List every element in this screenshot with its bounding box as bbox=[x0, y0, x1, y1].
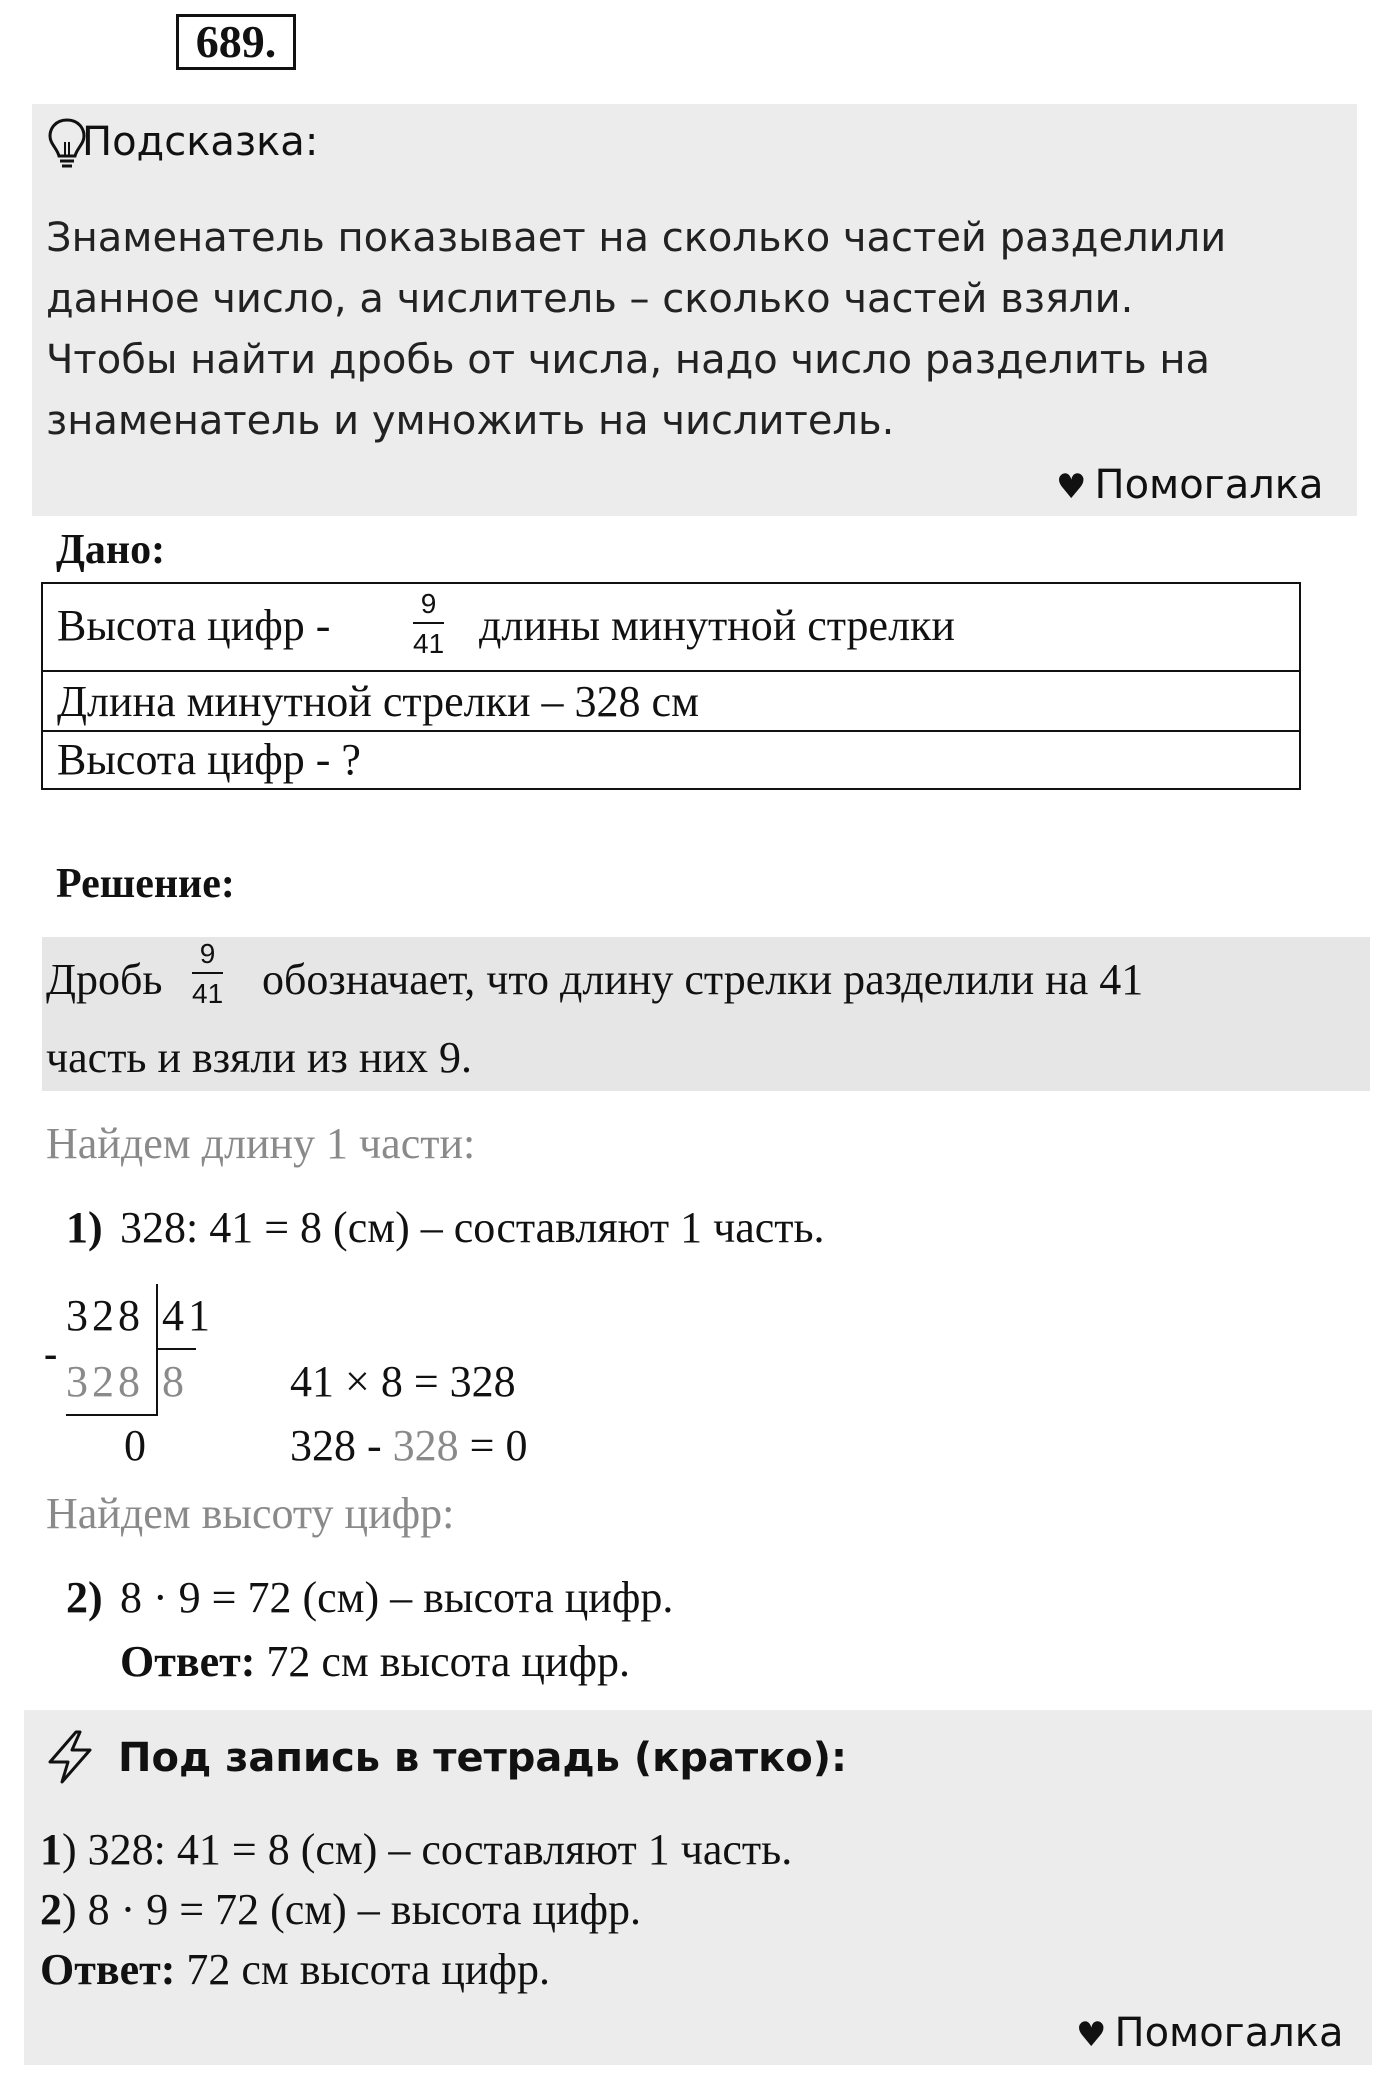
notebook-title: Под запись в тетрадь (кратко): bbox=[118, 1735, 848, 1781]
step-label: 1 bbox=[40, 1825, 62, 1874]
hint-line: знаменатель и умножить на числитель. bbox=[46, 398, 895, 444]
notebook-answer bbox=[40, 1942, 550, 1998]
given-row bbox=[43, 584, 1299, 672]
brand-label: Помогалка bbox=[1094, 462, 1324, 508]
given-row bbox=[43, 732, 1299, 788]
answer-label: Ответ: bbox=[40, 1945, 176, 1994]
hint-text bbox=[46, 208, 1336, 452]
step1-number bbox=[66, 1200, 103, 1256]
division-divisor-line bbox=[158, 1348, 196, 1350]
given-row3: Высота цифр - ? bbox=[57, 735, 361, 784]
fraction-numerator: 9 bbox=[420, 588, 437, 619]
hint-brand bbox=[1056, 460, 1323, 512]
fraction-denominator: 41 bbox=[413, 628, 445, 659]
notebook-line-text: ) 8 · 9 = 72 (см) – высота цифр. bbox=[62, 1885, 641, 1934]
answer bbox=[120, 1634, 630, 1690]
answer-text: 72 см высота цифр. bbox=[186, 1945, 550, 1994]
division-check-multiply: 41 × 8 = 328 bbox=[290, 1357, 516, 1406]
solution-title: Решение: bbox=[56, 861, 235, 907]
answer-label: Ответ: bbox=[120, 1637, 256, 1686]
division-divisor: 41 bbox=[162, 1291, 214, 1340]
given-title: Дано: bbox=[56, 527, 166, 573]
given-table bbox=[41, 582, 1301, 790]
fraction bbox=[413, 588, 444, 660]
given-row2: Длина минутной стрелки – 328 см bbox=[57, 677, 699, 726]
division-result-line bbox=[66, 1414, 158, 1416]
find-part-caption: Найдем длину 1 части: bbox=[46, 1119, 476, 1168]
step-label: 2 bbox=[40, 1885, 62, 1934]
step-label: 2) bbox=[66, 1573, 103, 1622]
task-number: 689. bbox=[176, 14, 296, 70]
heart-icon: ♥ bbox=[1056, 467, 1087, 507]
fraction bbox=[192, 938, 223, 1010]
fraction-denominator: 41 bbox=[192, 978, 224, 1009]
step2-expression: 8 · 9 = 72 (см) – высота цифр. bbox=[120, 1573, 674, 1622]
step2-number bbox=[66, 1570, 103, 1626]
explain-text-cont: часть и взяли из них 9. bbox=[46, 1033, 472, 1082]
fraction-bar bbox=[192, 972, 223, 974]
division-minus-sign: - bbox=[44, 1331, 62, 1376]
answer-text: 72 см высота цифр. bbox=[266, 1637, 630, 1686]
fraction-bar bbox=[413, 622, 444, 624]
explain-text: обозначает, что длину стрелки разделили на 41 bbox=[262, 955, 1144, 1004]
hint-line: Знаменатель показывает на сколько частей разделили bbox=[46, 215, 1227, 261]
step-label: 1) bbox=[66, 1203, 103, 1252]
brand-label: Помогалка bbox=[1114, 2010, 1344, 2056]
hint-line: Чтобы найти дробь от числа, надо число разделить на bbox=[46, 337, 1211, 383]
explain-word: Дробь bbox=[46, 955, 163, 1004]
check-part: = 0 bbox=[469, 1421, 528, 1470]
given-row1-left: Высота цифр - bbox=[57, 601, 331, 650]
division-check-subtract bbox=[290, 1418, 527, 1474]
step1-expression: 328: 41 = 8 (см) – составляют 1 часть. bbox=[120, 1203, 825, 1252]
division-subtrahend: 328 bbox=[66, 1357, 144, 1406]
notebook-line bbox=[40, 1882, 641, 1938]
notebook-brand bbox=[1076, 2008, 1343, 2060]
fraction-numerator: 9 bbox=[199, 938, 216, 969]
heart-icon: ♥ bbox=[1076, 2015, 1107, 2055]
division-quotient: 8 bbox=[162, 1357, 188, 1406]
hint-title: Подсказка: bbox=[82, 119, 319, 165]
notebook-line-text: ) 328: 41 = 8 (см) – составляют 1 часть. bbox=[62, 1825, 793, 1874]
check-part: 328 - bbox=[290, 1421, 382, 1470]
notebook-line bbox=[40, 1822, 792, 1878]
find-height-caption: Найдем высоту цифр: bbox=[46, 1489, 455, 1538]
division-dividend: 328 bbox=[66, 1291, 144, 1340]
hint-line: данное число, а числитель – сколько частей взяли. bbox=[46, 276, 1134, 322]
check-part: 328 bbox=[392, 1421, 459, 1470]
given-row bbox=[43, 672, 1299, 732]
lightning-icon bbox=[42, 1728, 100, 1786]
given-row1-right: длины минутной стрелки bbox=[479, 601, 955, 650]
division-remainder: 0 bbox=[124, 1421, 150, 1470]
